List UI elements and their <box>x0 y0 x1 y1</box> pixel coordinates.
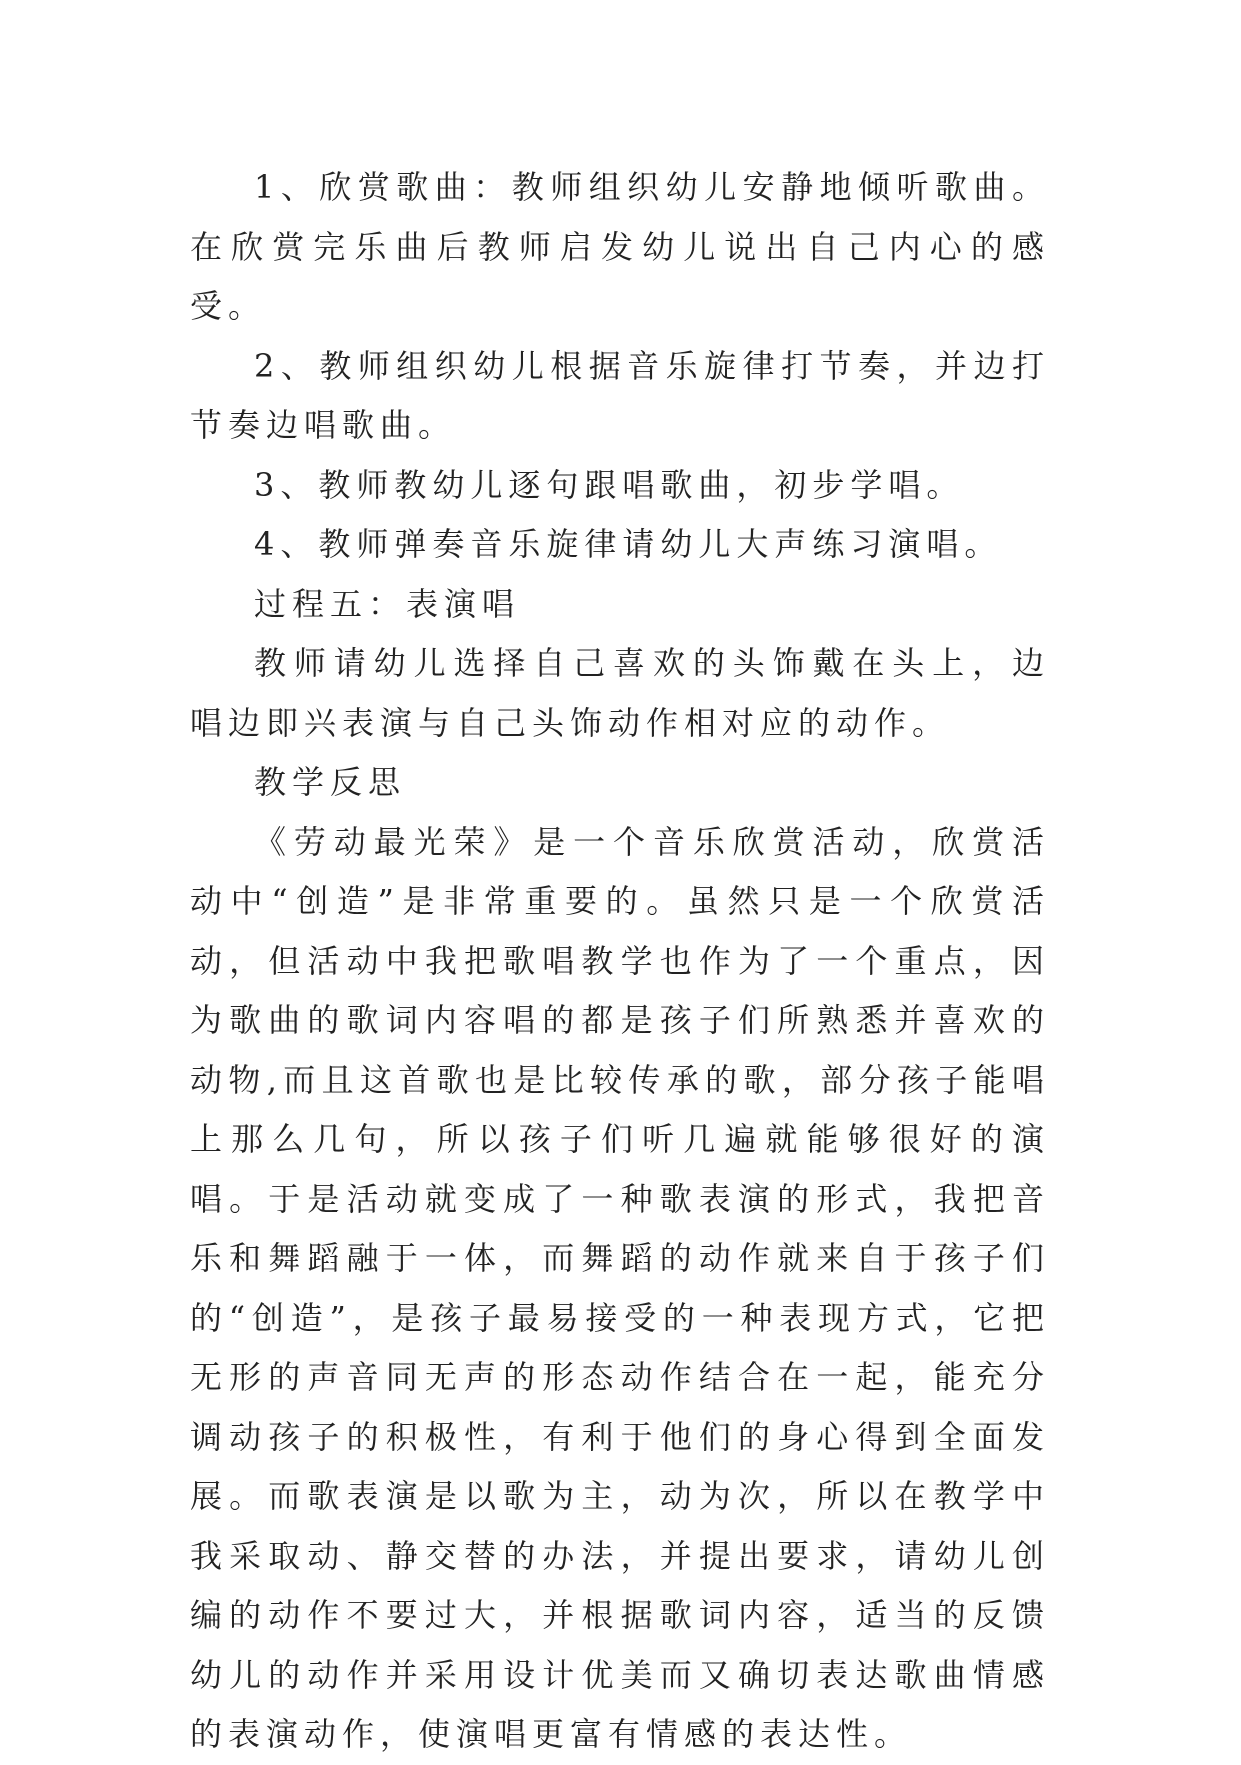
document-body <box>190 158 1050 1765</box>
step-4-paragraph: 4、教师弹奏音乐旋律请幼儿大声练习演唱。 <box>254 525 1003 563</box>
performance-paragraph: 教师请幼儿选择自己喜欢的头饰戴在头上，边唱边即兴表演与自己头饰动作相对应的动作。 <box>190 644 1050 742</box>
step-1-paragraph: 1、欣赏歌曲：教师组织幼儿安静地倾听歌曲。在欣赏完乐曲后教师启发幼儿说出自己内心的感受。 <box>190 168 1050 325</box>
process-five-heading: 过程五：表演唱 <box>254 584 521 623</box>
step-3-paragraph: 3、教师教幼儿逐句跟唱歌曲，初步学唱。 <box>254 465 965 504</box>
step-2-paragraph: 2、教师组织幼儿根据音乐旋律打节奏，并边打节奏边唱歌曲。 <box>190 346 1050 444</box>
reflection-paragraph: 《劳动最光荣》是一个音乐欣赏活动，欣赏活动中“创造”是非常重要的。虽然只是一个欣赏活动，但活动中我把歌唱教学也作为了一个重点，因为歌曲的歌词内容唱的都是孩子们所熟悉并喜欢的动物,而且这首歌也是比较传承的歌，部分孩子能唱上那么几句，所以孩子们听几遍就能够很好的演唱。于是活动就变成了一种歌表演的形式，我把音乐和舞蹈融于一体，而舞蹈的动作就来自于孩子们的“创造”，是孩子最易接受的一种表现方式，它把无形的声音同无声的形态动作结合在一起，能充分调动孩子的积极性，有利于他们的身心得到全面发展。而歌表演是以歌为主，动为次，所以在教学中我采取动、静交替的办法，并提出要求，请幼儿创编的动作不要过大，并根据歌词内容，适当的反馈幼儿的动作并采用设计优美而又确切表达歌曲情感的表演动作，使演唱更富有情感的表达性。 <box>190 822 1050 1753</box>
reflection-heading: 教学反思 <box>254 763 407 801</box>
